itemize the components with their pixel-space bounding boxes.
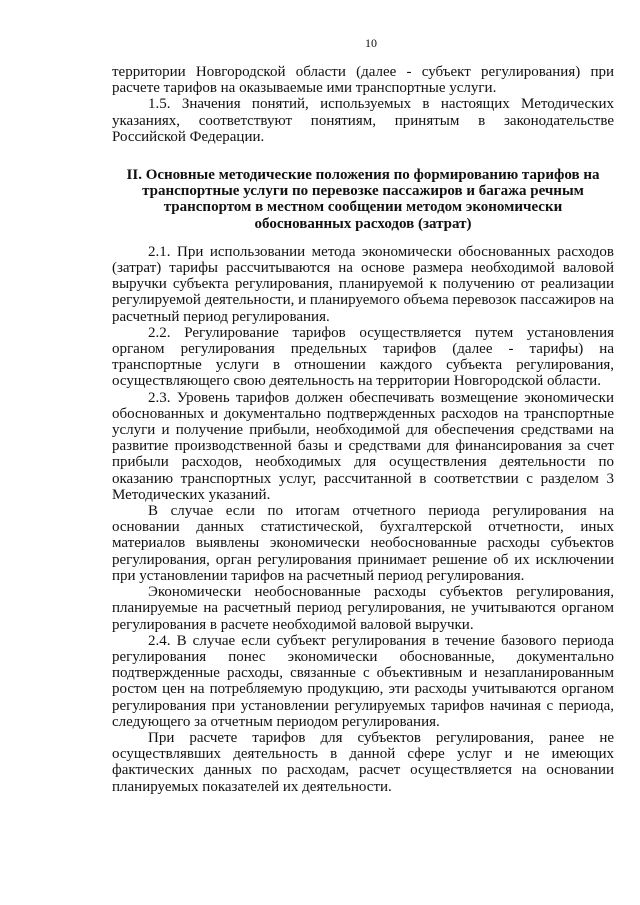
clause-2-2: 2.2. Регулирование тарифов осуществляется путем установления органом регулирования предельных тарифов (далее - тарифы) на транспортные услуги в отношении каждого субъекта регулирования, осуществляющего свою деятельность на территории Новгородской области. <box>112 324 614 390</box>
section-heading: II. Основные методические положения по формированию тарифов на транспортные услуги по перевозке пассажиров и багажа речным транспортом в местном сообщении методом экономически обоснованных расходов (затрат) <box>126 167 600 232</box>
spacer <box>112 232 614 244</box>
spacer <box>112 145 614 167</box>
clause-1-5: 1.5. Значения понятий, используемых в настоящих Методических указаниях, соответствуют понятиям, принятым в законодательстве Российской Федерации. <box>112 96 614 145</box>
paragraph-new-entities: При расчете тарифов для субъектов регулирования, ранее не осуществлявших деятельность в данной сфере услуг и не имеющих фактических данных по расходам, расчет осуществляется на основании планируемых показателей их деятельности. <box>112 729 614 795</box>
page-number: 10 <box>365 36 377 50</box>
intro-paragraph: территории Новгородской области (далее - субъект регулирования) при расчете тарифов на оказываемые ими транспортные услуги. <box>112 64 614 97</box>
clause-2-4: 2.4. В случае если субъект регулирования в течение базового периода регулирования понес экономически обоснованные, документально подтвержденные расходы, связанные с объективным и незапланированным ростом цен на потребляемую продукцию, эти расходы учитываются органом регулирования при установлении регулируемых тарифов начиная с периода, следующего за отчетным периодом регулирования. <box>112 632 614 730</box>
clause-2-3: 2.3. Уровень тарифов должен обеспечивать возмещение экономически обоснованных и документально подтвержденных расходов на транспортные услуги и получение прибыли, необходимой для обеспечения средствами на развитие производственной базы и средствами для финансирования за счет прибыли расходов, необходимых для осуществления деятельности по оказанию транспортных услуг, рассчитанной в соответствии с разделом 3 Методических указаний. <box>112 389 614 503</box>
clause-2-1: 2.1. При использовании метода экономически обоснованных расходов (затрат) тарифы рассчитываются на основе размера необходимой валовой выручки субъекта регулирования, планируемой к получению от реализации регулируемой деятельности, и планируемого объема перевозок пассажиров на расчетный период регулирования. <box>112 243 614 325</box>
paragraph-case: В случае если по итогам отчетного периода регулирования на основании данных статистической, бухгалтерской отчетности, иных материалов выявлены экономически необоснованные расходы субъектов регулирования, орган регулирования принимает решение об их исключении при установлении тарифов на расчетный период регулирования. <box>112 503 614 584</box>
paragraph-unjustified-costs: Экономически необоснованные расходы субъектов регулирования, планируемые на расчетный период регулирования, не учитываются органом регулирования в расчете необходимой валовой выручки. <box>112 584 614 633</box>
